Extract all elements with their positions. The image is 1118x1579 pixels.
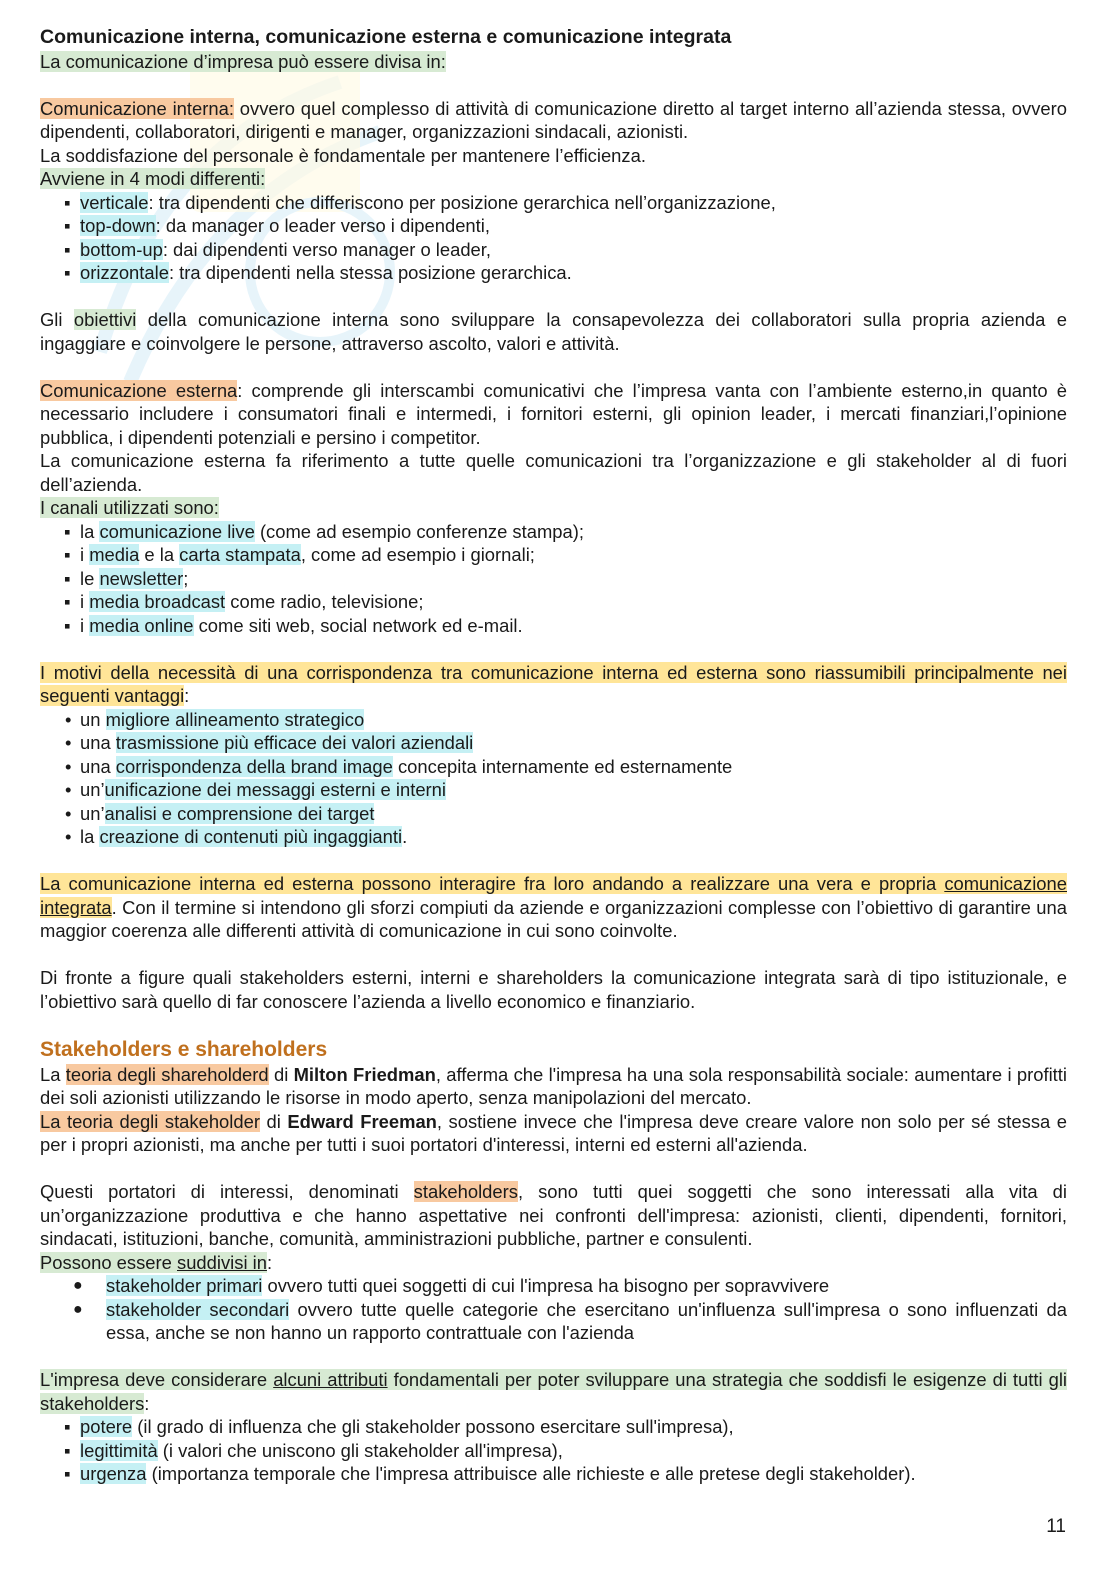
list-item: ▪ i media e la carta stampata, come ad esempio i giornali;	[40, 543, 1067, 567]
suddivisi-line: Possono essere suddivisi in:	[40, 1251, 273, 1273]
list-item: • la creazione di contenuti più ingaggianti.	[40, 825, 1067, 849]
integrata-paragraph: La comunicazione interna ed esterna possono interagire fra loro andando a realizzare una vera e propria comunicazione integrata. Con il termine si intendono gli sforzi compiuti da aziende e organizzazioni complesse con l’obiettivo di garantire una maggior coerenza alle differenti attività di comunicazione in cui sono coinvolte.	[40, 873, 1067, 941]
stakeholder-types-list	[40, 1274, 1067, 1345]
list-item: • una trasmissione più efficace dei valori aziendali	[40, 731, 1067, 755]
list-item: • un’analisi e comprensione dei target	[40, 802, 1067, 826]
fronte-paragraph: Di fronte a figure quali stakeholders esterni, interni e shareholders la comunicazione integrata sarà di tipo istituzionale, e l’obiettivo sarà quello di far conoscere l’azienda a livello economico e finanziario.	[40, 967, 1067, 1012]
attributi-paragraph: L'impresa deve considerare alcuni attributi fondamentali per poter sviluppare una strategia che soddisfi le esigenze di tutti gli stakeholders:	[40, 1369, 1067, 1414]
page-number: 11	[1046, 1516, 1066, 1537]
soddisfazione-line: La soddisfazione del personale è fondamentale per mantenere l’efficienza.	[40, 144, 646, 166]
canali-list	[40, 520, 1067, 638]
modi-list	[40, 191, 1067, 285]
page-heading: Comunicazione interna, comunicazione esterna e comunicazione integrata	[40, 26, 732, 48]
motivi-paragraph: I motivi della necessità di una corrispondenza tra comunicazione interna ed esterna sono riassumibili principalmente nei seguenti vantaggi:	[40, 661, 1067, 706]
list-item: ● stakeholder secondari ovvero tutte quelle categorie che esercitano un'influenza sull'impresa o sono influenzati da essa, anche se non hanno un rapporto contrattuale con l'azienda	[40, 1298, 1067, 1345]
list-item: • un migliore allineamento strategico	[40, 708, 1067, 732]
list-item: ▪ verticale: tra dipendenti che differiscono per posizione gerarchica nell’organizzazione,	[40, 191, 1067, 215]
interna-paragraph: Comunicazione interna: ovvero quel complesso di attività di comunicazione diretto al target interno all’azienda stessa, ovvero dipendenti, collaboratori, dirigenti e manager, organizzazioni sindacali, azionisti.	[40, 97, 1067, 142]
list-item: ▪ i media online come siti web, social network ed e-mail.	[40, 614, 1067, 638]
list-item: ▪ top-down: da manager o leader verso i dipendenti,	[40, 214, 1067, 238]
riferimento-paragraph: La comunicazione esterna fa riferimento a tutte quelle comunicazioni tra l’organizzazione e gli stakeholder al di fuori dell’azienda.	[40, 450, 1067, 495]
list-item: • un’unificazione dei messaggi esterni e interni	[40, 778, 1067, 802]
list-item: ▪ i media broadcast come radio, televisione;	[40, 590, 1067, 614]
list-item: ▪ bottom-up: dai dipendenti verso manager o leader,	[40, 238, 1067, 262]
list-item: ▪ urgenza (importanza temporale che l'impresa attribuisce alle richieste e alle pretese degli stakeholder).	[40, 1462, 1067, 1486]
friedman-paragraph: La teoria degli shareholderd di Milton Friedman, afferma che l'impresa ha una sola responsabilità sociale: aumentare i profitti dei soli azionisti utilizzando le risorse in modo aperto, senza manipolazioni del mercato.	[40, 1063, 1067, 1108]
section-title-stakeholders: Stakeholders e shareholders	[40, 1037, 328, 1061]
modi-intro: Avviene in 4 modi differenti:	[40, 168, 266, 189]
list-item: ▪ legittimità (i valori che uniscono gli stakeholder all'impresa),	[40, 1439, 1067, 1463]
canali-intro: I canali utilizzati sono:	[40, 497, 219, 518]
esterna-label: Comunicazione esterna	[40, 379, 238, 401]
intro-line: La comunicazione d’impresa può essere divisa in:	[40, 50, 446, 72]
portatori-paragraph: Questi portatori di interessi, denominati stakeholders, sono tutti quei soggetti che sono interessati alla vita di un’organizzazione produttiva e che hanno aspettative nei confronti dell'impresa: azionisti, clienti, dipendenti, fornitori, sindacati, istituzioni, banche, comunità, amministrazioni pubbliche, partner e consulenti.	[40, 1181, 1067, 1249]
list-item: ▪ orizzontale: tra dipendenti nella stessa posizione gerarchica.	[40, 261, 1067, 285]
list-item: ▪ la comunicazione live (come ad esempio conferenze stampa);	[40, 520, 1067, 544]
integrata-term: comunicazione integrata	[40, 873, 1067, 918]
obiettivi-paragraph: Gli obiettivi della comunicazione interna sono sviluppare la consapevolezza dei collaboratori sulla propria azienda e ingaggiare e coinvolgere le persone, attraverso ascolto, valori e attività.	[40, 309, 1068, 354]
list-item: ▪ potere (il grado di influenza che gli stakeholder possono esercitare sull'impresa),	[40, 1415, 1067, 1439]
list-item: • una corrispondenza della brand image concepita internamente ed esternamente	[40, 755, 1067, 779]
document-page	[40, 26, 1067, 1486]
list-item: ▪ le newsletter;	[40, 567, 1067, 591]
attributi-list	[40, 1415, 1067, 1486]
freeman-paragraph: La teoria degli stakeholder di Edward Freeman, sostiene invece che l'impresa deve creare valore non solo per sé stessa e per i propri azionisti, ma anche per tutti i suoi portatori d'interessi, interni ed esterni all'azienda.	[40, 1110, 1067, 1155]
interna-label: Comunicazione interna:	[40, 97, 234, 119]
vantaggi-list	[40, 708, 1067, 849]
list-item: ● stakeholder primari ovvero tutti quei soggetti di cui l'impresa ha bisogno per sopravvivere	[40, 1274, 1067, 1298]
esterna-paragraph: Comunicazione esterna: comprende gli interscambi comunicativi che l’impresa vanta con l’ambiente esterno,in quanto è necessario includere i consumatori finali e intermedi, i fornitori esterni, gli opinion leader, i mercati finanziari,l’opinione pubblica, i dipendenti potenziali e persino i competitor.	[40, 379, 1067, 448]
